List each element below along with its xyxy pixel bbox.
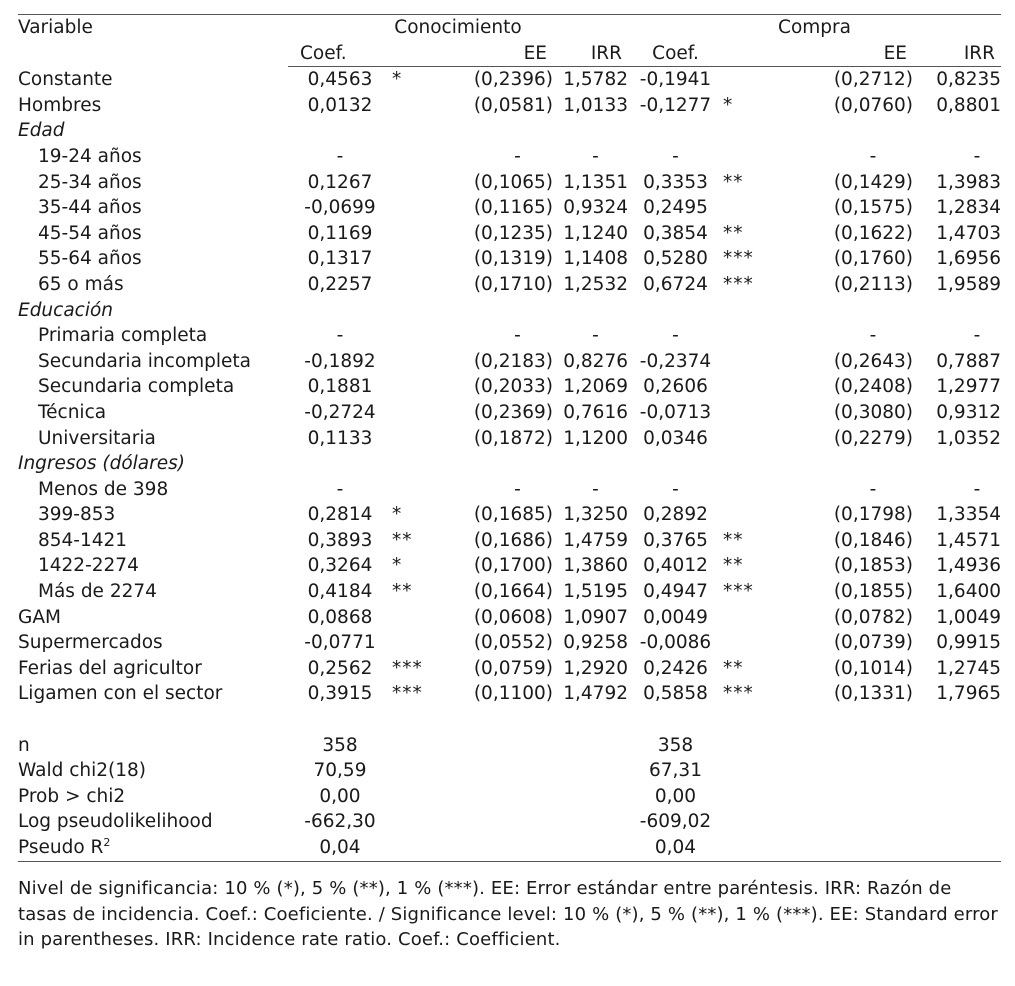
row-label: Más de 2274 — [38, 581, 157, 603]
ee-header-1: EE — [442, 41, 553, 67]
sig-cell: * — [392, 69, 403, 91]
sig-cell — [392, 272, 442, 298]
irr-cell: 1,3860 — [563, 555, 628, 577]
stats-label — [18, 809, 288, 835]
ee-cell: (0,1319) — [473, 248, 553, 270]
coef-cell: -0,0713 — [639, 401, 712, 423]
coef-cell: 0,5280 — [643, 248, 708, 270]
coef-cell: 0,2562 — [307, 657, 373, 679]
irr-cell: 1,4759 — [563, 529, 628, 551]
irr-cell: 1,3983 — [936, 171, 1002, 193]
empty-cell — [442, 758, 553, 784]
coef-header-1: Coef. — [288, 41, 442, 67]
irr-cell: 0,8801 — [936, 94, 1002, 116]
coef-cell: 0,2426 — [643, 657, 708, 679]
empty-cell — [723, 733, 793, 759]
sig-cell — [723, 630, 793, 656]
sig-cell — [723, 426, 793, 452]
irr-cell: 1,2745 — [936, 657, 1002, 679]
ee-cell: (0,1575) — [833, 197, 913, 219]
coef-cell: - — [672, 478, 679, 500]
stats-label — [18, 835, 288, 861]
empty-cell — [392, 835, 442, 861]
irr-cell: 1,2532 — [563, 273, 628, 295]
row-label: Ferias del agricultor — [18, 657, 202, 679]
table-row — [18, 630, 1001, 656]
coef-cell: 0,3264 — [307, 555, 373, 577]
coef-cell: 0,4184 — [307, 581, 373, 603]
irr-cell: 1,2834 — [936, 197, 1002, 219]
ee-cell: (0,2113) — [833, 273, 913, 295]
sig-cell: *** — [723, 581, 754, 603]
table-row — [18, 656, 1001, 682]
ee-cell: (0,2396) — [473, 69, 553, 91]
ee-cell: (0,1685) — [473, 504, 553, 526]
irr-cell: 0,9915 — [936, 632, 1002, 654]
ee-cell: (0,1760) — [833, 248, 913, 270]
irr-cell: 1,1240 — [563, 222, 628, 244]
irr-cell: 1,3354 — [936, 504, 1002, 526]
row-label: 65 o más — [38, 273, 124, 295]
irr-cell: 1,5782 — [563, 69, 628, 91]
row-label: Supermercados — [18, 632, 163, 654]
row-label: 399-853 — [38, 504, 116, 526]
sig-cell — [392, 477, 442, 503]
coef-cell: -0,1941 — [639, 69, 712, 91]
sig-cell: ** — [723, 555, 744, 577]
coef-cell: 0,5858 — [643, 683, 708, 705]
sig-cell — [392, 170, 442, 196]
empty-cell — [442, 733, 553, 759]
row-label: Primaria completa — [38, 325, 208, 347]
row-label: Secundaria completa — [38, 376, 235, 398]
table-row — [18, 605, 1001, 631]
empty-cell — [392, 809, 442, 835]
ee-cell: (0,0581) — [473, 94, 553, 116]
empty-cell — [442, 809, 553, 835]
sig-cell — [392, 374, 442, 400]
coef-cell: 0,3893 — [307, 529, 373, 551]
ee-cell: (0,0739) — [833, 632, 913, 654]
coef-cell: 0,2495 — [643, 197, 708, 219]
coef-cell: 0,2606 — [643, 376, 708, 398]
empty-cell — [793, 809, 913, 835]
coef-cell: 0,1133 — [307, 427, 373, 449]
sig-cell: *** — [392, 683, 423, 705]
stats-row — [18, 758, 1001, 784]
sig-cell — [392, 93, 442, 119]
irr-cell: 1,4703 — [936, 222, 1002, 244]
table-row — [18, 272, 1001, 298]
stats-value-1: 0,04 — [288, 835, 392, 861]
stats-value-2: 0,04 — [628, 835, 723, 861]
category-label: Edad — [18, 120, 65, 142]
stats-label-text: Wald chi2(18) — [18, 760, 146, 782]
coef-cell: -0,1892 — [304, 350, 376, 372]
irr-cell: 1,0352 — [936, 427, 1002, 449]
table-row — [18, 374, 1001, 400]
group-header-conocimiento: Conocimiento — [288, 15, 628, 41]
table-row — [18, 502, 1001, 528]
stats-label-text: Prob > chi2 — [18, 785, 126, 807]
table-body — [18, 67, 1001, 861]
stats-label — [18, 758, 288, 784]
empty-cell — [553, 733, 628, 759]
table-row — [18, 170, 1001, 196]
coef-cell: 0,0049 — [643, 606, 708, 628]
sig-cell: *** — [723, 248, 754, 270]
coef-cell: 0,0868 — [307, 606, 373, 628]
sig-cell: *** — [723, 273, 754, 295]
irr-cell: - — [973, 478, 981, 500]
table-row — [18, 681, 1001, 707]
category-row — [18, 298, 1001, 324]
coef-cell: 0,1881 — [307, 376, 373, 398]
irr-cell: 1,0907 — [563, 606, 628, 628]
table-row — [18, 221, 1001, 247]
irr-cell: 0,8276 — [563, 350, 628, 372]
ee-cell: - — [514, 478, 521, 500]
ee-cell: - — [869, 145, 877, 167]
empty-cell — [553, 758, 628, 784]
table-row — [18, 579, 1001, 605]
ee-cell: (0,1798) — [833, 504, 913, 526]
sig-cell — [723, 349, 793, 375]
table-row — [18, 528, 1001, 554]
stats-value-2: 67,31 — [649, 760, 702, 782]
row-label: 25-34 años — [38, 171, 142, 193]
irr-cell: 0,7887 — [936, 350, 1002, 372]
sig-cell — [723, 67, 793, 93]
sig-cell: *** — [723, 683, 754, 705]
coef-cell: -0,0771 — [304, 632, 376, 654]
empty-cell — [392, 733, 442, 759]
sig-cell — [392, 400, 442, 426]
table-row — [18, 67, 1001, 93]
sig-cell — [392, 630, 442, 656]
ee-cell: (0,1700) — [473, 555, 553, 577]
irr-cell: 1,3250 — [563, 504, 628, 526]
coef-cell: 0,0346 — [643, 427, 708, 449]
coef-cell: -0,2724 — [304, 401, 376, 423]
irr-cell: 1,2977 — [936, 376, 1002, 398]
ee-cell: (0,2643) — [833, 350, 913, 372]
ee-cell: (0,1664) — [473, 581, 553, 603]
row-label: Técnica — [38, 401, 107, 423]
irr-cell: 1,1351 — [563, 171, 628, 193]
coef-cell: - — [672, 325, 679, 347]
coef-cell: -0,0086 — [639, 632, 712, 654]
stats-value-1: 0,00 — [319, 785, 361, 807]
irr-header-1: IRR — [553, 41, 628, 67]
stats-label — [18, 733, 288, 759]
coef-cell: 0,3854 — [643, 222, 708, 244]
coef-cell: -0,0699 — [304, 197, 376, 219]
coef-cell: -0,2374 — [639, 350, 712, 372]
ee-cell: (0,2712) — [833, 69, 913, 91]
sig-cell: ** — [723, 529, 744, 551]
irr-cell: - — [973, 145, 981, 167]
spacer-cell — [18, 707, 1001, 733]
irr-cell: 1,1200 — [563, 427, 628, 449]
sig-cell — [723, 144, 793, 170]
irr-cell: 1,4571 — [936, 529, 1002, 551]
stats-row — [18, 784, 1001, 810]
empty-cell — [723, 835, 793, 861]
stats-value-1: 358 — [322, 734, 358, 756]
sig-cell: * — [392, 504, 403, 526]
ee-cell: (0,1065) — [473, 171, 553, 193]
sig-cell: ** — [723, 657, 744, 679]
ee-cell: - — [514, 325, 521, 347]
sig-cell — [723, 502, 793, 528]
stats-label-text: Log pseudolikelihood — [18, 811, 213, 833]
coef-cell: 0,2257 — [307, 273, 373, 295]
coef-header-2: Coef. — [628, 41, 723, 67]
irr-cell: 1,7965 — [936, 683, 1002, 705]
stats-value-2: 358 — [657, 734, 694, 756]
ee-cell: (0,3080) — [833, 401, 913, 423]
empty-cell — [913, 784, 1001, 810]
ee-cell: (0,2279) — [833, 427, 913, 449]
coef-cell: 0,6724 — [643, 273, 708, 295]
sig-cell — [723, 323, 793, 349]
ee-cell: (0,1855) — [833, 581, 913, 603]
row-label: Ligamen con el sector — [18, 683, 223, 705]
sig-cell: *** — [392, 657, 423, 679]
empty-cell — [913, 835, 1001, 861]
sig-cell: ** — [392, 529, 413, 551]
ee-cell: (0,0782) — [833, 606, 913, 628]
irr-cell: 0,9312 — [936, 401, 1002, 423]
irr-cell: 1,2920 — [563, 657, 628, 679]
stats-value-1: -662,30 — [304, 811, 376, 833]
table-row — [18, 93, 1001, 119]
coef-cell: 0,4012 — [643, 555, 708, 577]
coef-cell: - — [336, 478, 344, 500]
stats-label — [18, 784, 288, 810]
regression-table — [18, 14, 1001, 862]
category-label: Educación — [18, 299, 114, 321]
coef-cell: 0,4947 — [643, 581, 708, 603]
irr-cell: 0,9258 — [563, 632, 628, 654]
row-label: 35-44 años — [38, 197, 142, 219]
irr-cell: 1,1408 — [563, 248, 628, 270]
sig-cell — [723, 195, 793, 221]
empty-cell — [553, 809, 628, 835]
row-label: GAM — [18, 606, 61, 628]
row-label: 1422-2274 — [38, 555, 139, 577]
variable-header: Variable — [18, 15, 288, 67]
sig-cell — [392, 144, 442, 170]
sig-cell — [392, 195, 442, 221]
ee-cell: (0,1686) — [473, 529, 553, 551]
table-row — [18, 349, 1001, 375]
sig-cell: * — [392, 555, 403, 577]
irr-header-2: IRR — [913, 41, 1001, 67]
sig-header-2 — [723, 41, 793, 67]
coef-cell: 0,1267 — [307, 171, 373, 193]
irr-cell: 0,7616 — [563, 401, 628, 423]
ee-cell: (0,1622) — [833, 222, 913, 244]
stats-row — [18, 835, 1001, 861]
stats-row — [18, 733, 1001, 759]
empty-cell — [793, 784, 913, 810]
ee-cell: (0,1331) — [833, 683, 913, 705]
empty-cell — [793, 758, 913, 784]
row-label: 19-24 años — [38, 145, 142, 167]
sig-cell — [723, 374, 793, 400]
row-label: Constante — [18, 68, 113, 90]
irr-cell: - — [592, 478, 599, 500]
sig-cell — [392, 349, 442, 375]
category-row — [18, 451, 1001, 477]
header-row-groups — [18, 15, 1001, 41]
empty-cell — [553, 835, 628, 861]
sig-cell — [392, 605, 442, 631]
stats-label-text: n — [18, 734, 30, 756]
coef-cell: 0,2892 — [643, 504, 708, 526]
group-header-compra: Compra — [628, 15, 1001, 41]
table-footnote: Nivel de significancia: 10 % (*), 5 % (**), 1 % (***). EE: Error estándar entre paréntesis. IRR: Razón de tasas de incidencia. Coef.: Coeficiente. / Significance level: 10 % (*), 5 % (**), 1 % (***). EE: Standard error in parentheses. IRR: Incidence rate ratio. Coef.: Coefficient. — [18, 878, 998, 950]
coef-cell: 0,1169 — [307, 222, 373, 244]
empty-cell — [723, 809, 793, 835]
irr-cell: 1,6956 — [936, 248, 1002, 270]
empty-cell — [392, 784, 442, 810]
sig-cell — [723, 477, 793, 503]
stats-row — [18, 809, 1001, 835]
sig-cell — [392, 221, 442, 247]
ee-cell: (0,2183) — [473, 350, 553, 372]
empty-cell — [793, 733, 913, 759]
irr-cell: 0,8235 — [936, 69, 1002, 91]
category-row — [18, 118, 1001, 144]
ee-cell: (0,1165) — [473, 197, 553, 219]
coef-cell: 0,2814 — [307, 504, 373, 526]
ee-cell: (0,0608) — [473, 606, 553, 628]
irr-cell: 1,4936 — [936, 555, 1002, 577]
ee-cell: (0,2369) — [473, 401, 553, 423]
table-row — [18, 477, 1001, 503]
sig-cell — [392, 323, 442, 349]
ee-cell: (0,0759) — [473, 657, 553, 679]
table-row — [18, 400, 1001, 426]
ee-cell: - — [514, 145, 521, 167]
empty-cell — [913, 809, 1001, 835]
empty-cell — [913, 758, 1001, 784]
ee-cell: (0,0760) — [833, 94, 913, 116]
row-label: Secundaria incompleta — [38, 350, 252, 372]
coef-cell: 0,3353 — [643, 171, 708, 193]
ee-header-2: EE — [793, 41, 913, 67]
row-label: 55-64 años — [38, 248, 142, 270]
row-label: 45-54 años — [38, 222, 142, 244]
irr-cell: - — [592, 145, 599, 167]
empty-cell — [793, 835, 913, 861]
irr-cell: 1,2069 — [563, 376, 628, 398]
ee-cell: (0,1872) — [473, 427, 553, 449]
coef-cell: - — [336, 325, 344, 347]
ee-cell: (0,2408) — [833, 376, 913, 398]
table-row — [18, 553, 1001, 579]
ee-cell: (0,2033) — [473, 376, 553, 398]
stats-label-text: Pseudo R — [18, 837, 104, 858]
irr-cell: 1,6400 — [936, 581, 1002, 603]
sig-cell — [723, 400, 793, 426]
row-label: 854-1421 — [38, 529, 128, 551]
coef-cell: - — [336, 145, 344, 167]
row-label: Hombres — [18, 94, 102, 116]
coef-cell: - — [672, 145, 679, 167]
irr-cell: 1,5195 — [563, 581, 628, 603]
sig-cell — [723, 605, 793, 631]
ee-cell: (0,1100) — [473, 683, 553, 705]
sig-cell: * — [723, 94, 734, 116]
stats-value-1: 70,59 — [313, 760, 367, 782]
row-label: Universitaria — [38, 427, 156, 449]
table-row — [18, 246, 1001, 272]
irr-cell: 1,0133 — [563, 94, 628, 116]
empty-cell — [442, 835, 553, 861]
empty-cell — [553, 784, 628, 810]
category-label: Ingresos (dólares) — [18, 453, 185, 475]
sig-cell: ** — [723, 222, 744, 244]
coef-cell: 0,3915 — [307, 683, 373, 705]
stats-value-2: 0,00 — [654, 785, 697, 807]
empty-cell — [442, 784, 553, 810]
coef-cell: 0,0132 — [307, 94, 373, 116]
table-row — [18, 195, 1001, 221]
table-row — [18, 323, 1001, 349]
superscript: 2 — [103, 836, 111, 849]
empty-cell — [913, 733, 1001, 759]
ee-cell: (0,1846) — [833, 529, 913, 551]
empty-cell — [723, 784, 793, 810]
table-row — [18, 144, 1001, 170]
ee-cell: (0,1429) — [833, 171, 913, 193]
coef-cell: -0,1277 — [639, 94, 712, 116]
sig-cell: ** — [392, 581, 413, 603]
empty-cell — [392, 758, 442, 784]
coef-cell: 0,1317 — [307, 248, 373, 270]
irr-cell: 1,0049 — [936, 606, 1002, 628]
spacer-row — [18, 707, 1001, 733]
coef-cell: 0,3765 — [643, 529, 708, 551]
row-label: Menos de 398 — [38, 478, 169, 500]
ee-cell: - — [869, 325, 877, 347]
stats-value-2: -609,02 — [639, 811, 712, 833]
ee-cell: (0,1014) — [833, 657, 913, 679]
sig-cell — [392, 246, 442, 272]
sig-cell: ** — [723, 171, 744, 193]
ee-cell: (0,0552) — [473, 632, 553, 654]
ee-cell: (0,1235) — [473, 222, 553, 244]
irr-cell: 1,9589 — [936, 273, 1002, 295]
ee-cell: (0,1853) — [833, 555, 913, 577]
irr-cell: - — [973, 325, 981, 347]
irr-cell: 1,4792 — [563, 683, 628, 705]
irr-cell: - — [592, 325, 599, 347]
irr-cell: 0,9324 — [563, 197, 628, 219]
ee-cell: (0,1710) — [473, 273, 553, 295]
ee-cell: - — [869, 478, 877, 500]
coef-cell: 0,4563 — [307, 69, 373, 91]
table-row — [18, 426, 1001, 452]
empty-cell — [723, 758, 793, 784]
sig-cell — [392, 426, 442, 452]
